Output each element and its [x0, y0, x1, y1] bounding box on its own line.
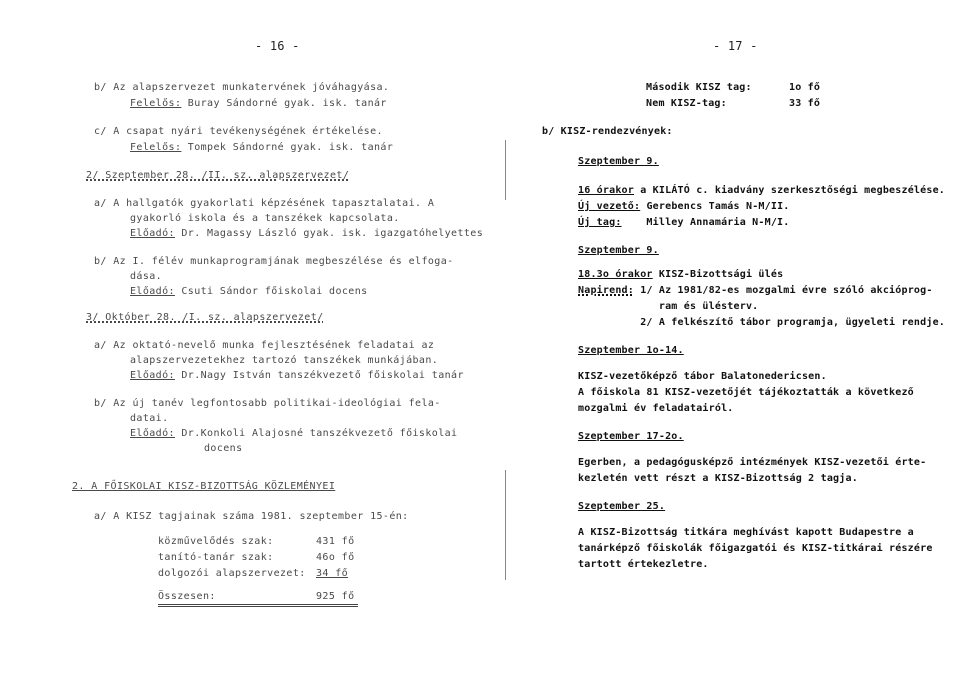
presenter-line [130, 229, 483, 239]
presenter-name: Dr.Konkoli Alajosné tanszékvezető főiskolai [174, 428, 458, 439]
membership-heading: a/ A KISZ tagjainak száma 1981. szeptember 15-én: [94, 511, 409, 522]
event-time: 16 órakor [578, 185, 634, 196]
event-line: ram és ülésterv. [578, 301, 759, 312]
responsible-name: Tompek Sándorné gyak. isk. tanár [181, 142, 394, 153]
presenter-label: Előadó: [130, 286, 175, 297]
responsible-line [130, 99, 387, 109]
presenter-name: Dr. Magassy László gyak. isk. igazgatóhelyettes [174, 228, 484, 239]
event-date: Szeptember 25. [578, 501, 666, 512]
agenda-item-a2: a/ A hallgatók gyakorlati képzésének tapasztalatai. A [94, 198, 435, 209]
stat-value: 34 fő [316, 568, 349, 579]
stat-value: 431 fő [316, 536, 355, 547]
event-time: 18.3o órakor [578, 269, 653, 280]
stat-label: tanító-tanár szak: [158, 552, 274, 563]
event-line: 18.3o órakor KISZ-Bizottsági ülés [578, 269, 784, 280]
responsible-label: Felelős: [130, 98, 182, 109]
responsible-name: Buray Sándorné gyak. isk. tanár [181, 98, 387, 109]
presenter-label: Előadó: [130, 370, 175, 381]
session-heading-3: 3/ Október 28. /I. sz. alapszervezet/ [86, 312, 324, 323]
presenter-line [130, 429, 457, 439]
stat-value: 46o fő [316, 552, 355, 563]
event-line: Napirend: 1/ Az 1981/82-es mozgalmi évre szóló akcióprog- [578, 285, 933, 296]
event-line: 2/ A felkészítő tábor programja, ügyeleti rendje. [578, 317, 946, 328]
agenda-item-b3: b/ Az új tanév legfontosabb politikai-ideológiai fela- [94, 398, 441, 409]
presenter-label: Előadó: [130, 228, 175, 239]
agenda-item-a3: a/ Az oktató-nevelő munka fejlesztésének feladatai az [94, 340, 435, 351]
stat-label: Második KISZ tag: [646, 82, 752, 93]
presenter-title-cont: docens [204, 443, 243, 454]
page-number-right: - 17 - [713, 39, 758, 53]
right-page [480, 0, 960, 689]
event-label: Új tag: [578, 217, 622, 228]
stat-label: dolgozói alapszervezet: [158, 568, 306, 579]
responsible-line [130, 143, 393, 153]
section-heading-2: 2. A FŐISKOLAI KISZ-BIZOTTSÁG KÖZLEMÉNYEI [72, 481, 336, 492]
presenter-label: Előadó: [130, 428, 175, 439]
agenda-item-b2: b/ Az I. félév munkaprogramjának megbeszélése és elfoga- [94, 256, 454, 267]
total-double-rule [158, 604, 358, 607]
stat-value: 33 fő [789, 98, 821, 109]
events-heading: b/ KISZ-rendezvények: [542, 126, 673, 137]
event-line: mozgalmi év feladatairól. [578, 403, 734, 414]
event-label: Új vezető: [578, 201, 641, 212]
event-line: A KISZ-Bizottság titkára meghívást kapott Budapestre a [578, 527, 914, 538]
stat-value: 1o fő [789, 82, 821, 93]
event-line: KISZ-vezetőképző tábor Balatonedericsen. [578, 371, 827, 382]
presenter-line [130, 371, 464, 381]
event-line: A főiskola 81 KISZ-vezetőjét tájékoztatták a következő [578, 387, 914, 398]
total-label: Összesen: [158, 591, 216, 602]
presenter-line [130, 287, 368, 297]
presenter-name: Csuti Sándor főiskolai docens [174, 286, 368, 297]
event-date: Szeptember 9. [578, 156, 659, 167]
agenda-item-c1: c/ A csapat nyári tevékenységének értékelése. [94, 126, 383, 137]
responsible-label: Felelős: [130, 142, 182, 153]
agenda-item-a2-cont: gyakorló iskola és a tanszékek kapcsolata. [130, 213, 400, 224]
agenda-item-b2-cont: dása. [130, 271, 163, 282]
agenda-item-a3-cont: alapszervezetekhez tartozó tanszékek munkájában. [130, 355, 439, 366]
event-date: Szeptember 1o-14. [578, 345, 684, 356]
session-heading-2: 2/ Szeptember 28. /II. sz. alapszervezet/ [86, 170, 350, 181]
event-line: kezletén vett részt a KISZ-Bizottság 2 tagja. [578, 473, 858, 484]
page-number-left: - 16 - [255, 39, 300, 53]
event-line: Új vezető: Gerebencs Tamás N-M/II. [578, 201, 790, 212]
event-line: Egerben, a pedagógusképző intézmények KISZ-vezetői érte- [578, 457, 927, 468]
event-line: tanárképző főiskolák főigazgatói és KISZ-titkárai részére [578, 543, 933, 554]
event-line: Új tag: Milley Annamária N-M/I. [578, 217, 790, 228]
event-label: Napirend: [578, 285, 634, 296]
total-value: 925 fő [316, 591, 355, 602]
event-line: 16 órakor a KILÁTÓ c. kiadvány szerkesztőségi megbeszélése. [578, 185, 946, 196]
agenda-item-b1: b/ Az alapszervezet munkatervének jóváhagyása. [94, 82, 390, 93]
event-line: tartott értekezletre. [578, 559, 709, 570]
event-date: Szeptember 9. [578, 245, 659, 256]
stat-label: közművelődés szak: [158, 536, 274, 547]
event-date: Szeptember 17-2o. [578, 431, 684, 442]
stat-label: Nem KISZ-tag: [646, 98, 727, 109]
agenda-item-b3-cont: datai. [130, 413, 169, 424]
presenter-name: Dr.Nagy István tanszékvezető főiskolai tanár [174, 370, 464, 381]
